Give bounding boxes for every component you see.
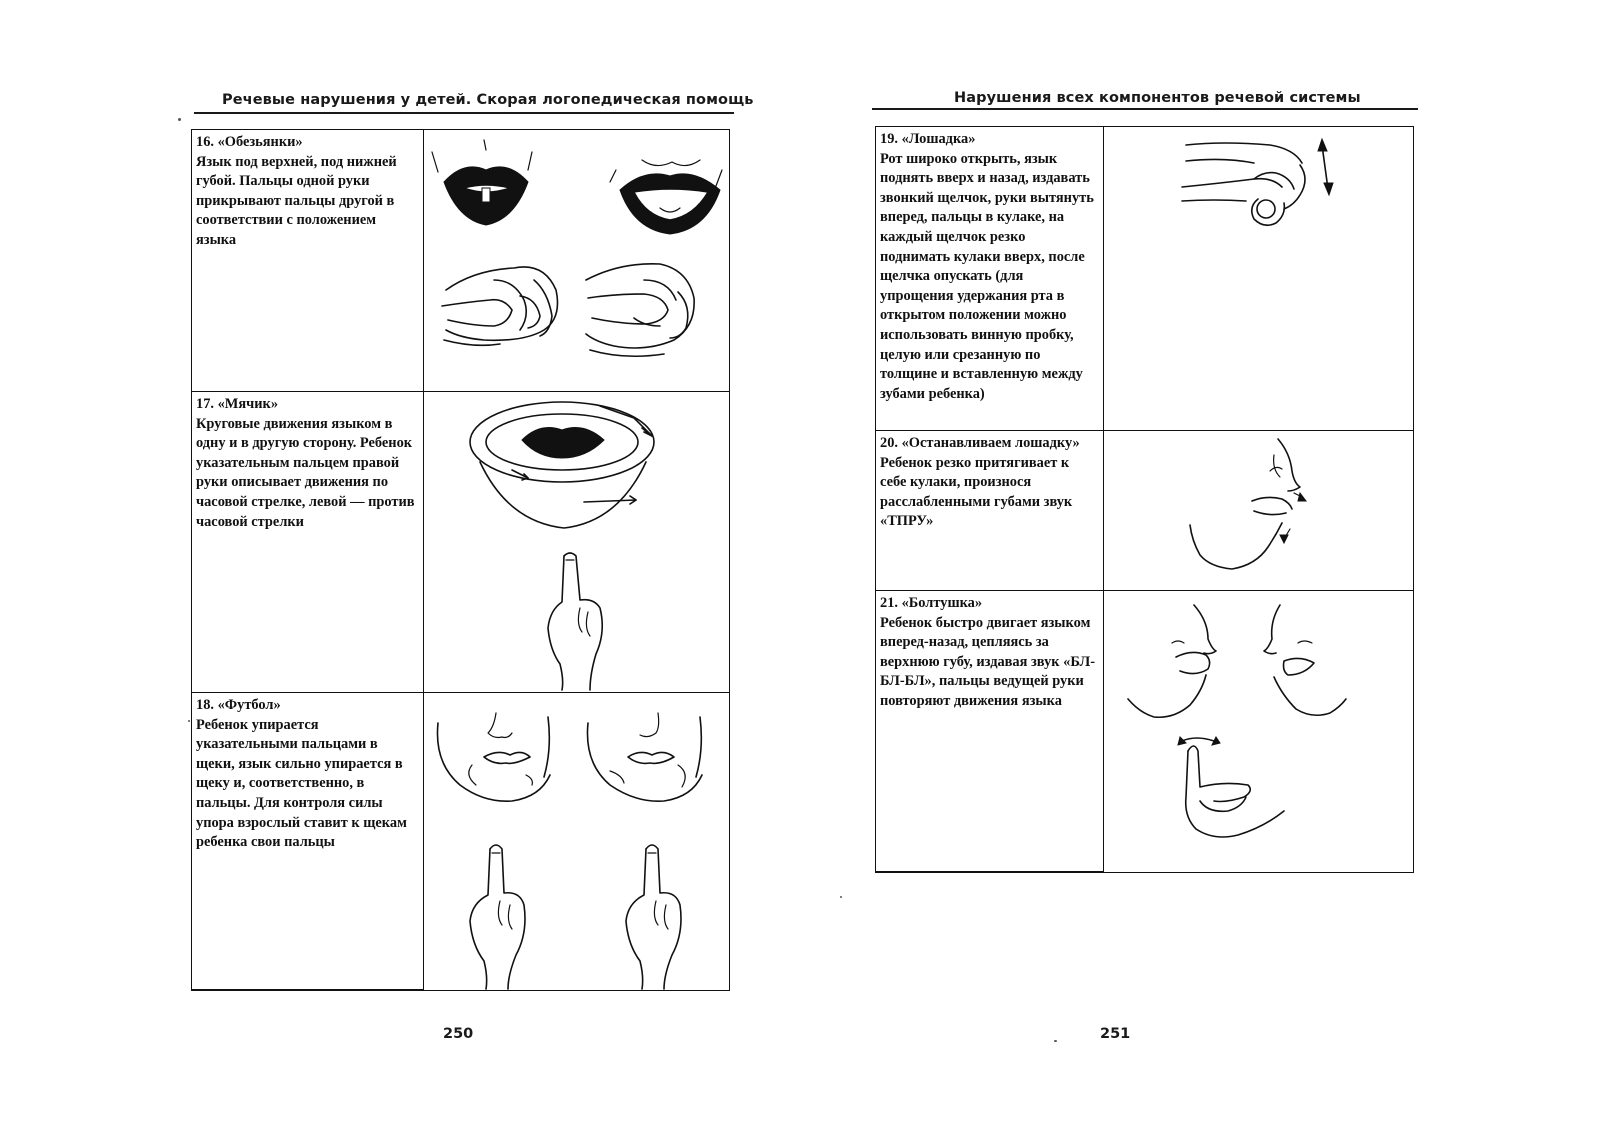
exercise-title: 21. «Болтушка» bbox=[880, 595, 983, 611]
exercise-title: 18. «Футбол» bbox=[196, 697, 281, 713]
exercise-cell-17 bbox=[192, 392, 424, 693]
page-number-right: 251 bbox=[1100, 1026, 1131, 1042]
exercise-description: Ребенок быстро двигает языком вперед-назад, цепляясь за верхнюю губу, издавая звук «БЛ-БЛ-БЛ», пальцы ведущей руки повторяют движения языка bbox=[880, 614, 1096, 709]
exercise-table-right bbox=[875, 126, 1414, 873]
exercise-description: Ребенок резко притягивает к себе кулаки, произнося расслабленными губами звук «ТПРУ» bbox=[880, 454, 1073, 530]
scan-speck bbox=[188, 720, 190, 722]
exercise-cell-20 bbox=[876, 431, 1104, 591]
exercise-cell-18 bbox=[192, 693, 424, 990]
page-number-left: 250 bbox=[443, 1026, 474, 1042]
exercise-cell-21 bbox=[876, 591, 1104, 872]
fist-with-arrow-icon bbox=[1104, 127, 1413, 431]
exercise-title: 19. «Лошадка» bbox=[880, 131, 976, 147]
exercise-cell-16 bbox=[192, 130, 424, 392]
scan-speck bbox=[178, 118, 181, 121]
running-head-right: Нарушения всех компонентов речевой системы bbox=[954, 90, 1361, 106]
head-rule-left bbox=[194, 112, 734, 114]
exercise-description: Круговые движения языком в одну и в другую сторону. Ребенок указательным пальцем правой руки описывает движения по часовой стрелке, левой — против часовой стрелки bbox=[196, 415, 415, 530]
running-head-left: Речевые нарушения у детей. Скорая логопедическая помощь bbox=[222, 92, 754, 108]
scan-speck bbox=[1054, 1040, 1057, 1042]
scan-speck bbox=[840, 896, 842, 898]
exercise-description: Рот широко открыть, язык поднять вверх и назад, издавать звонкий щелчок, руки вытянуть вперед, пальцы в кулаке, на каждый щелчок резко поднимать кулаки вверх, после щелчка опускать (для упрощения удержания рта в открытом положении можно использовать винную пробку, целую или срезанную по толщине и вставленную между зубами ребенка) bbox=[880, 150, 1094, 402]
exercise-cell-19 bbox=[876, 127, 1104, 431]
left-page bbox=[0, 0, 800, 1132]
face-profile-lips-icon bbox=[1104, 431, 1413, 591]
two-profiles-and-hand-icon bbox=[1104, 591, 1413, 872]
exercise-description: Ребенок упирается указательными пальцами в щеки, язык сильно упирается в щеку и, соответственно, в пальцы. Для контроля силы упора взрослый ставит к щекам ребенка свои пальцы bbox=[196, 716, 407, 851]
exercise-title: 20. «Останавливаем лошадку» bbox=[880, 435, 1080, 451]
lips-and-hands-icon bbox=[424, 130, 729, 392]
right-page bbox=[800, 0, 1601, 1132]
exercise-description: Язык под верхней, под нижней губой. Пальцы одной руки прикрывают пальцы другой в соответствии с положением языка bbox=[196, 153, 397, 248]
head-rule-right bbox=[872, 108, 1418, 110]
circular-mouth-and-finger-icon bbox=[424, 392, 729, 693]
exercise-table-left bbox=[191, 129, 730, 991]
faces-and-fingers-icon bbox=[424, 693, 729, 990]
exercise-title: 17. «Мячик» bbox=[196, 396, 279, 412]
exercise-title: 16. «Обезьянки» bbox=[196, 134, 303, 150]
